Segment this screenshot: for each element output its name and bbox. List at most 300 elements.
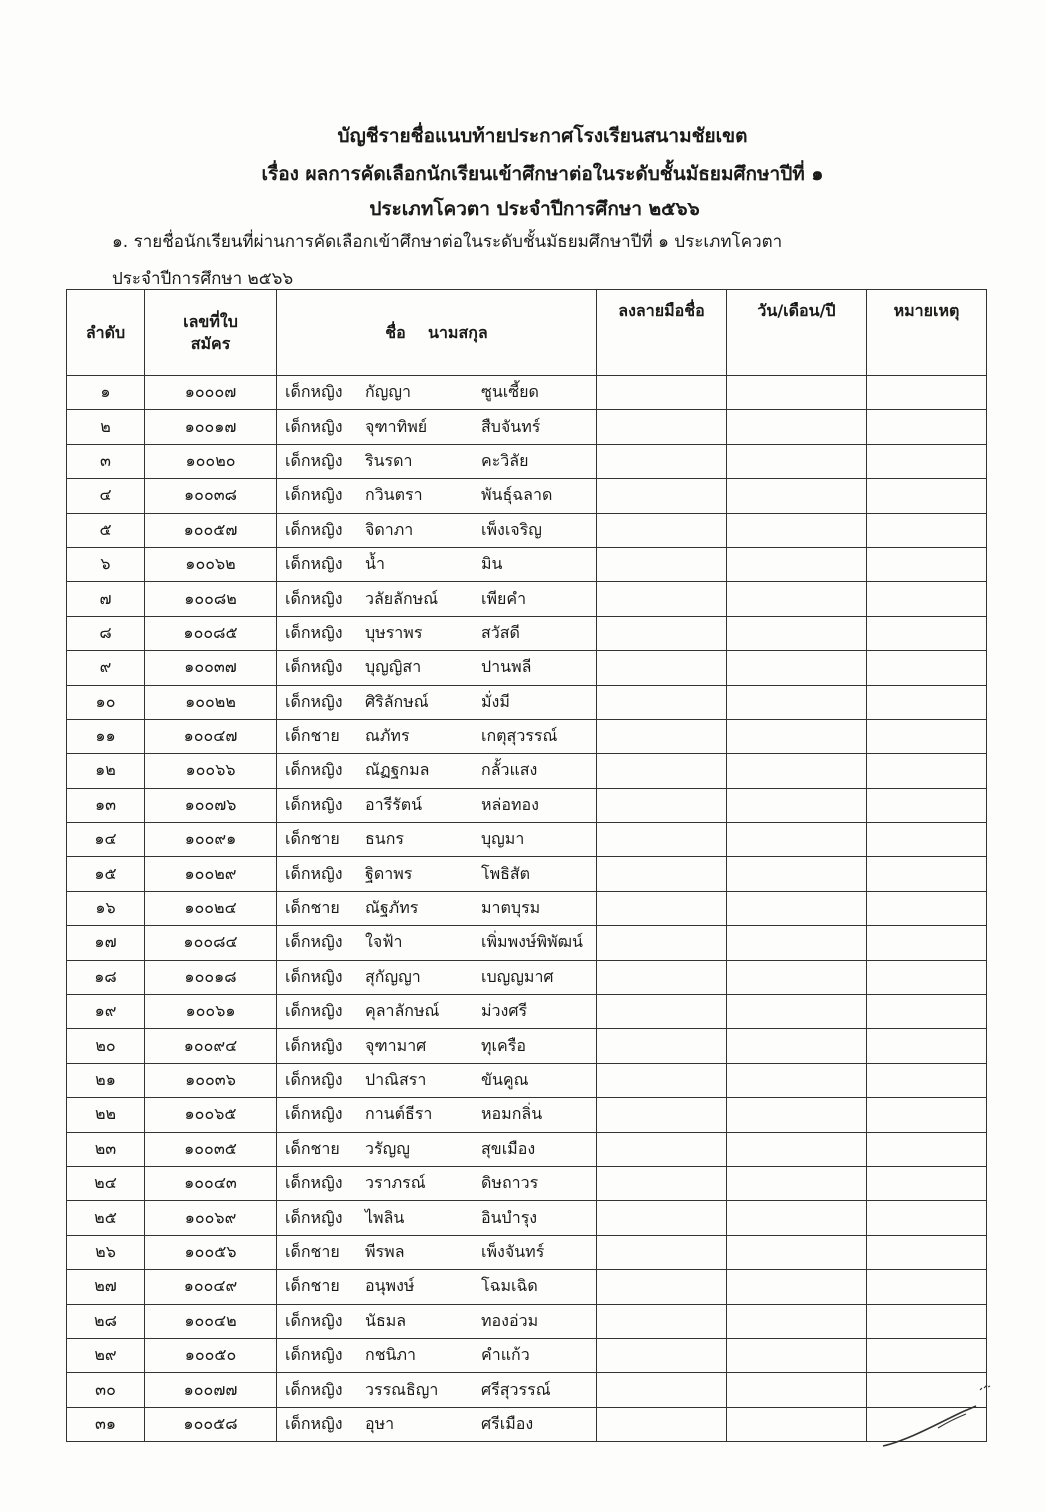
row-signature-cell[interactable] [597, 410, 727, 444]
row-student-name [277, 1098, 597, 1132]
row-student-name [277, 1029, 597, 1063]
row-last-name: คำแก้ว [481, 1345, 530, 1365]
row-first-name: อุษา [365, 1413, 395, 1433]
row-date-cell[interactable] [727, 616, 867, 650]
table-row [67, 1235, 987, 1269]
row-date-cell[interactable] [727, 1201, 867, 1235]
row-date-cell[interactable] [727, 891, 867, 925]
row-first-name: ศิริลักษณ์ [365, 691, 429, 711]
row-first-name: สุกัญญา [365, 966, 421, 986]
row-first-name: บุญญิสา [365, 657, 422, 677]
row-date-cell[interactable] [727, 479, 867, 513]
row-name-prefix: เด็กชาย [285, 1276, 340, 1296]
row-last-name: กลั้วแสง [481, 760, 538, 780]
row-last-name: เพ็งจันทร์ [481, 1241, 545, 1261]
row-name-prefix: เด็กชาย [285, 1138, 340, 1158]
row-application-number: ๑๐๐๔๙ [145, 1270, 277, 1304]
row-student-name [277, 1201, 597, 1235]
row-note-cell[interactable] [867, 547, 987, 581]
row-last-name: หล่อทอง [481, 794, 539, 814]
row-order: ๒๙ [67, 1338, 145, 1372]
row-signature-cell[interactable] [597, 857, 727, 891]
header-signature: ลงลายมือชื่อ [597, 290, 727, 376]
row-name-prefix: เด็กหญิง [285, 1345, 343, 1365]
table-header-row [67, 290, 987, 376]
row-note-cell[interactable] [867, 1338, 987, 1372]
document-category: ประเภทโควตา ประจำปีการศึกษา ๒๕๖๖ [369, 198, 700, 220]
row-order: ๒ [67, 410, 145, 444]
row-note-cell[interactable] [867, 960, 987, 994]
row-student-name [277, 1304, 597, 1338]
row-order: ๒๘ [67, 1304, 145, 1338]
row-application-number: ๑๐๐๗๖ [145, 788, 277, 822]
row-last-name: เพ็งเจริญ [481, 519, 542, 539]
row-date-cell[interactable] [727, 376, 867, 410]
row-student-name [277, 1166, 597, 1200]
table-row [67, 376, 987, 410]
row-signature-cell[interactable] [597, 1235, 727, 1269]
row-student-name [277, 823, 597, 857]
row-date-cell[interactable] [727, 582, 867, 616]
row-note-cell[interactable] [867, 685, 987, 719]
table-row [67, 1029, 987, 1063]
row-note-cell[interactable] [867, 582, 987, 616]
row-application-number: ๑๐๐๓๗ [145, 651, 277, 685]
row-date-cell[interactable] [727, 410, 867, 444]
row-last-name: ทองอ่วม [481, 1310, 539, 1330]
header-application-line2: สมัคร [190, 333, 231, 353]
row-note-cell[interactable] [867, 1029, 987, 1063]
row-date-cell[interactable] [727, 1407, 867, 1441]
row-name-prefix: เด็กหญิง [285, 863, 343, 883]
row-last-name: คะวิลัย [481, 450, 529, 470]
row-student-name [277, 582, 597, 616]
row-signature-cell[interactable] [597, 1270, 727, 1304]
row-note-cell[interactable] [867, 891, 987, 925]
table-row [67, 1338, 987, 1372]
header-date: วัน/เดือน/ปี [727, 290, 867, 376]
row-name-prefix: เด็กหญิง [285, 1207, 343, 1227]
row-name-prefix: เด็กหญิง [285, 382, 343, 402]
row-name-prefix: เด็กหญิง [285, 588, 343, 608]
table-row [67, 788, 987, 822]
row-name-prefix: เด็กชาย [285, 898, 340, 918]
row-signature-cell[interactable] [597, 754, 727, 788]
row-note-cell[interactable] [867, 479, 987, 513]
row-last-name: หอมกลิ่น [481, 1104, 543, 1124]
row-name-prefix: เด็กหญิง [285, 1173, 343, 1193]
row-name-prefix: เด็กหญิง [285, 519, 343, 539]
table-row [67, 513, 987, 547]
row-signature-cell[interactable] [597, 616, 727, 650]
row-last-name: โพธิสัต [481, 863, 531, 883]
row-first-name: ไพลิน [365, 1207, 405, 1227]
header-note: หมายเหตุ [867, 290, 987, 376]
row-order: ๓๑ [67, 1407, 145, 1441]
row-date-cell[interactable] [727, 685, 867, 719]
row-last-name: สุขเมือง [481, 1138, 536, 1158]
row-order: ๒๒ [67, 1098, 145, 1132]
row-date-cell[interactable] [727, 1373, 867, 1407]
row-name-prefix: เด็กหญิง [285, 657, 343, 677]
row-first-name: น้ำ [365, 554, 385, 574]
row-last-name: ขันคูณ [481, 1070, 529, 1089]
row-order: ๑๘ [67, 960, 145, 994]
row-application-number: ๑๐๐๕๗ [145, 513, 277, 547]
row-last-name: สืบจันทร์ [481, 416, 541, 436]
table-row [67, 1201, 987, 1235]
row-student-name [277, 376, 597, 410]
row-last-name: มั่งมี [481, 691, 510, 711]
row-order: ๒๖ [67, 1235, 145, 1269]
table-row [67, 857, 987, 891]
row-signature-cell[interactable] [597, 891, 727, 925]
row-note-cell[interactable] [867, 513, 987, 547]
row-date-cell[interactable] [727, 444, 867, 478]
row-first-name: ใจฟ้า [365, 932, 403, 952]
row-name-prefix: เด็กชาย [285, 829, 340, 849]
row-first-name: ณัฐภัทร [365, 898, 419, 918]
row-date-cell[interactable] [727, 754, 867, 788]
row-signature-cell[interactable] [597, 444, 727, 478]
row-signature-cell[interactable] [597, 960, 727, 994]
row-application-number: ๑๐๐๕๖ [145, 1235, 277, 1269]
row-signature-cell[interactable] [597, 547, 727, 581]
table-row [67, 926, 987, 960]
row-order: ๑๕ [67, 857, 145, 891]
row-signature-cell[interactable] [597, 788, 727, 822]
list-description: ๑. รายชื่อนักเรียนที่ผ่านการคัดเลือกเข้าศึกษาต่อในระดับชั้นมัธยมศึกษาปีที่ ๑ ประเภทโควตา [112, 232, 783, 252]
row-order: ๕ [67, 513, 145, 547]
row-order: ๑๙ [67, 995, 145, 1029]
row-first-name: วรัญญู [365, 1138, 410, 1158]
row-application-number: ๑๐๐๔๗ [145, 719, 277, 753]
row-signature-cell[interactable] [597, 995, 727, 1029]
row-last-name: บุญมา [481, 829, 525, 849]
row-student-name [277, 444, 597, 478]
row-order: ๑๗ [67, 926, 145, 960]
row-date-cell[interactable] [727, 926, 867, 960]
row-application-number: ๑๐๐๒๐ [145, 444, 277, 478]
row-application-number: ๑๐๐๕๐ [145, 1338, 277, 1372]
row-note-cell[interactable] [867, 1304, 987, 1338]
row-student-name [277, 1063, 597, 1097]
row-last-name: เบญญมาศ [481, 966, 554, 986]
row-name-prefix: เด็กหญิง [285, 932, 343, 952]
row-application-number: ๑๐๐๘๔ [145, 926, 277, 960]
row-date-cell[interactable] [727, 719, 867, 753]
row-first-name: จุฑามาศ [365, 1035, 427, 1055]
row-order: ๑๓ [67, 788, 145, 822]
table-row [67, 891, 987, 925]
table-row [67, 1270, 987, 1304]
row-order: ๒๑ [67, 1063, 145, 1097]
row-date-cell[interactable] [727, 788, 867, 822]
row-first-name: รินรดา [365, 450, 413, 470]
row-note-cell[interactable] [867, 857, 987, 891]
row-order: ๙ [67, 651, 145, 685]
row-date-cell[interactable] [727, 1132, 867, 1166]
row-signature-cell[interactable] [597, 823, 727, 857]
row-last-name: ศรีสุวรรณ์ [481, 1379, 551, 1399]
row-signature-cell[interactable] [597, 513, 727, 547]
row-application-number: ๑๐๐๓๘ [145, 479, 277, 513]
row-first-name: ธนกร [365, 829, 404, 849]
row-first-name: คุลาลักษณ์ [365, 1001, 440, 1021]
row-signature-cell[interactable] [597, 926, 727, 960]
row-name-prefix: เด็กหญิง [285, 966, 343, 986]
header-order: ลำดับ [67, 290, 145, 376]
row-order: ๑๖ [67, 891, 145, 925]
row-order: ๒๗ [67, 1270, 145, 1304]
row-application-number: ๑๐๐๒๙ [145, 857, 277, 891]
row-application-number: ๑๐๐๒๒ [145, 685, 277, 719]
row-order: ๓ [67, 444, 145, 478]
student-roster-table [66, 289, 987, 1442]
row-date-cell[interactable] [727, 1304, 867, 1338]
row-order: ๒๐ [67, 1029, 145, 1063]
row-order: ๒๕ [67, 1201, 145, 1235]
row-application-number: ๑๐๐๐๗ [145, 376, 277, 410]
row-student-name [277, 788, 597, 822]
row-date-cell[interactable] [727, 547, 867, 581]
row-date-cell[interactable] [727, 995, 867, 1029]
row-date-cell[interactable] [727, 1166, 867, 1200]
table-row [67, 960, 987, 994]
row-order: ๗ [67, 582, 145, 616]
row-signature-cell[interactable] [597, 685, 727, 719]
row-last-name: ซูนเซี้ยด [481, 382, 539, 402]
table-row [67, 1098, 987, 1132]
row-order: ๒๓ [67, 1132, 145, 1166]
row-date-cell[interactable] [727, 857, 867, 891]
row-note-cell[interactable] [867, 823, 987, 857]
row-name-prefix: เด็กหญิง [285, 554, 343, 574]
list-description-year: ประจำปีการศึกษา ๒๕๖๖ [112, 269, 294, 289]
row-order: ๑๔ [67, 823, 145, 857]
row-last-name: ปานพลี [481, 657, 532, 677]
row-student-name [277, 1338, 597, 1372]
row-student-name [277, 926, 597, 960]
row-name-prefix: เด็กหญิง [285, 1379, 343, 1399]
row-name-prefix: เด็กหญิง [285, 1001, 343, 1021]
table-row [67, 995, 987, 1029]
table-row [67, 410, 987, 444]
row-signature-cell[interactable] [597, 582, 727, 616]
row-note-cell[interactable] [867, 1098, 987, 1132]
row-application-number: ๑๐๐๓๖ [145, 1063, 277, 1097]
row-signature-cell[interactable] [597, 1201, 727, 1235]
row-first-name: จุฑาทิพย์ [365, 416, 428, 436]
table-row [67, 823, 987, 857]
table-row [67, 1407, 987, 1441]
table-row [67, 1132, 987, 1166]
row-application-number: ๑๐๐๑๗ [145, 410, 277, 444]
row-date-cell[interactable] [727, 1029, 867, 1063]
row-signature-cell[interactable] [597, 719, 727, 753]
table-row [67, 1304, 987, 1338]
document-subject: เรื่อง ผลการคัดเลือกนักเรียนเข้าศึกษาต่อในระดับชั้นมัธยมศึกษาปีที่ ๑ [261, 163, 824, 185]
row-note-cell[interactable] [867, 651, 987, 685]
row-student-name [277, 1270, 597, 1304]
row-last-name: มาตบุรม [481, 898, 541, 918]
row-signature-cell[interactable] [597, 479, 727, 513]
row-note-cell[interactable] [867, 1166, 987, 1200]
row-date-cell[interactable] [727, 823, 867, 857]
row-student-name [277, 1235, 597, 1269]
row-application-number: ๑๐๐๖๑ [145, 995, 277, 1029]
table-row [67, 479, 987, 513]
row-note-cell[interactable] [867, 788, 987, 822]
row-date-cell[interactable] [727, 513, 867, 547]
row-last-name: เกตุสุวรรณ์ [481, 726, 558, 746]
row-signature-cell[interactable] [597, 1029, 727, 1063]
row-application-number: ๑๐๐๖๕ [145, 1098, 277, 1132]
handwritten-signature [878, 1378, 1008, 1458]
row-order: ๓๐ [67, 1373, 145, 1407]
row-name-prefix: เด็กหญิง [285, 450, 343, 470]
row-name-prefix: เด็กหญิง [285, 1413, 343, 1433]
row-date-cell[interactable] [727, 1338, 867, 1372]
row-first-name: บุษราพร [365, 622, 423, 642]
table-row [67, 1063, 987, 1097]
row-first-name: อารีรัตน์ [365, 794, 423, 814]
row-first-name: วราภรณ์ [365, 1173, 426, 1193]
row-signature-cell[interactable] [597, 1304, 727, 1338]
row-application-number: ๑๐๐๙๔ [145, 1029, 277, 1063]
row-application-number: ๑๐๐๖๖ [145, 754, 277, 788]
row-signature-cell[interactable] [597, 1132, 727, 1166]
row-note-cell[interactable] [867, 1201, 987, 1235]
row-signature-cell[interactable] [597, 1407, 727, 1441]
row-student-name [277, 891, 597, 925]
table-row [67, 1373, 987, 1407]
header-application-line1: เลขที่ใบ [183, 311, 238, 331]
row-name-prefix: เด็กหญิง [285, 1310, 343, 1330]
row-signature-cell[interactable] [597, 1098, 727, 1132]
row-student-name [277, 616, 597, 650]
row-name-prefix: เด็กชาย [285, 726, 340, 746]
row-signature-cell[interactable] [597, 1373, 727, 1407]
row-date-cell[interactable] [727, 960, 867, 994]
row-application-number: ๑๐๐๓๕ [145, 1132, 277, 1166]
row-order: ๑๒ [67, 754, 145, 788]
row-note-cell[interactable] [867, 1270, 987, 1304]
row-last-name: โฉมเฉิด [481, 1276, 538, 1296]
row-application-number: ๑๐๐๙๑ [145, 823, 277, 857]
table-row [67, 1166, 987, 1200]
row-student-name [277, 960, 597, 994]
row-first-name: ฐิดาพร [365, 863, 413, 883]
row-student-name [277, 410, 597, 444]
row-date-cell[interactable] [727, 1235, 867, 1269]
row-application-number: ๑๐๐๕๘ [145, 1407, 277, 1441]
row-name-prefix: เด็กหญิง [285, 1104, 343, 1124]
row-note-cell[interactable] [867, 926, 987, 960]
row-student-name [277, 995, 597, 1029]
row-last-name: ศรีเมือง [481, 1413, 534, 1433]
row-first-name: พีรพล [365, 1241, 405, 1261]
row-signature-cell[interactable] [597, 1063, 727, 1097]
row-signature-cell[interactable] [597, 1166, 727, 1200]
document-title: บัญชีรายชื่อแนบท้ายประกาศโรงเรียนสนามชัยเขต [337, 125, 748, 147]
row-note-cell[interactable] [867, 1063, 987, 1097]
row-note-cell[interactable] [867, 1132, 987, 1166]
row-date-cell[interactable] [727, 1098, 867, 1132]
table-row [67, 616, 987, 650]
row-signature-cell[interactable] [597, 1338, 727, 1372]
row-order: ๑ [67, 376, 145, 410]
table-row [67, 754, 987, 788]
header-name: ชื่อ นามสกุล [277, 290, 597, 376]
row-order: ๑๐ [67, 685, 145, 719]
row-order: ๑๑ [67, 719, 145, 753]
row-note-cell[interactable] [867, 719, 987, 753]
row-first-name: กวินตรา [365, 485, 423, 505]
row-application-number: ๑๐๐๖๒ [145, 547, 277, 581]
row-student-name [277, 479, 597, 513]
row-first-name: วลัยลักษณ์ [365, 588, 439, 608]
row-first-name: วรรณธิญา [365, 1379, 439, 1399]
row-first-name: อนุพงษ์ [365, 1276, 415, 1296]
row-last-name: ม่วงศรี [481, 1001, 528, 1021]
row-last-name: ดิษถาวร [481, 1173, 539, 1193]
row-name-prefix: เด็กหญิง [285, 1070, 343, 1089]
row-signature-cell[interactable] [597, 651, 727, 685]
row-student-name [277, 719, 597, 753]
row-name-prefix: เด็กหญิง [285, 416, 343, 436]
row-date-cell[interactable] [727, 651, 867, 685]
row-name-prefix: เด็กหญิง [285, 485, 343, 505]
row-order: ๒๔ [67, 1166, 145, 1200]
row-note-cell[interactable] [867, 1235, 987, 1269]
row-first-name: จิดาภา [365, 519, 414, 539]
table-body [67, 376, 987, 1442]
row-note-cell[interactable] [867, 995, 987, 1029]
row-application-number: ๑๐๐๖๙ [145, 1201, 277, 1235]
row-note-cell[interactable] [867, 410, 987, 444]
row-note-cell[interactable] [867, 376, 987, 410]
row-note-cell[interactable] [867, 754, 987, 788]
row-name-prefix: เด็กหญิง [285, 622, 343, 642]
table-row [67, 547, 987, 581]
row-student-name [277, 857, 597, 891]
row-note-cell[interactable] [867, 444, 987, 478]
row-first-name: กัญญา [365, 382, 411, 402]
row-last-name: สวัสดี [481, 622, 520, 642]
table-row [67, 582, 987, 616]
row-application-number: ๑๐๐๗๗ [145, 1373, 277, 1407]
row-order: ๖ [67, 547, 145, 581]
row-note-cell[interactable] [867, 616, 987, 650]
row-last-name: เพิ่มพงษ์พิพัฒน์ [481, 932, 583, 952]
row-student-name [277, 547, 597, 581]
row-last-name: เพียคำ [481, 588, 527, 608]
row-first-name: นัธมล [365, 1310, 407, 1330]
row-name-prefix: เด็กหญิง [285, 794, 343, 814]
row-date-cell[interactable] [727, 1063, 867, 1097]
row-application-number: ๑๐๐๑๘ [145, 960, 277, 994]
row-first-name: กานต์ธีรา [365, 1104, 433, 1124]
table-row [67, 719, 987, 753]
row-last-name: มิน [481, 554, 503, 574]
row-signature-cell[interactable] [597, 376, 727, 410]
table-row [67, 685, 987, 719]
row-student-name [277, 685, 597, 719]
row-date-cell[interactable] [727, 1270, 867, 1304]
row-last-name: พันธุ์ฉลาด [481, 485, 553, 505]
row-student-name [277, 1373, 597, 1407]
